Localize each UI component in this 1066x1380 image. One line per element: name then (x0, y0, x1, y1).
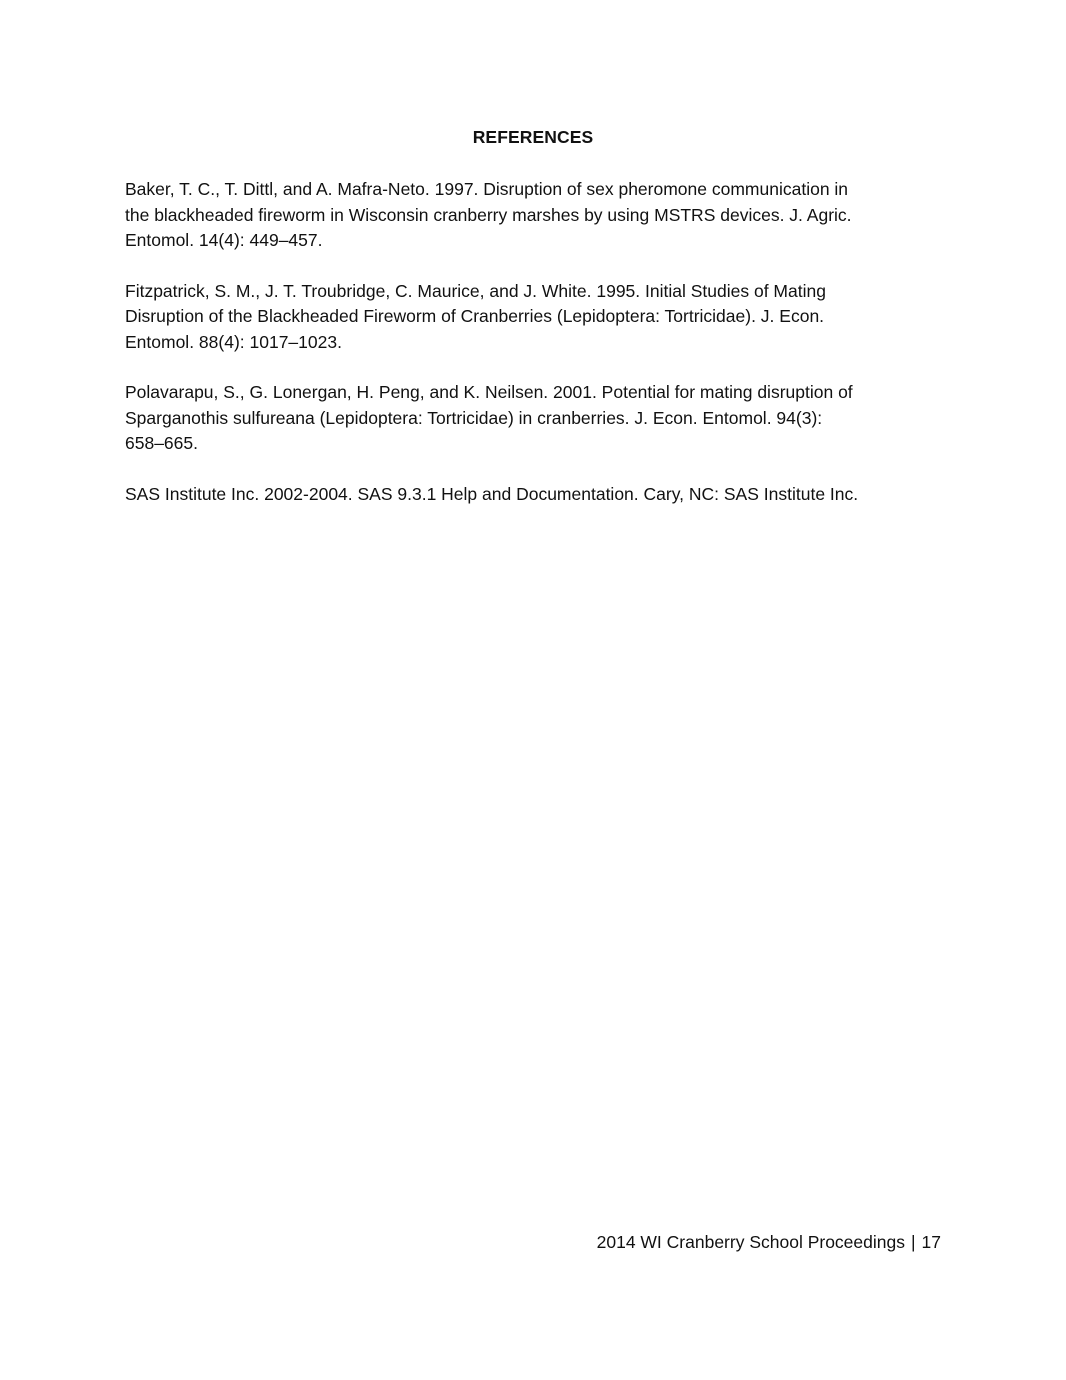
reference-line: Entomol. 88(4): 1017–1023. (125, 331, 342, 352)
page-number: 17 (921, 1232, 941, 1252)
reference-line: SAS Institute Inc. 2002-2004. SAS 9.3.1 Help and Documentation. Cary, NC: SAS Institute Inc. (125, 483, 859, 504)
reference-line: Baker, T. C., T. Dittl, and A. Mafra-Neto. 1997. Disruption of sex pheromone communication in (125, 179, 849, 199)
reference-line: 658–665. (125, 433, 198, 453)
reference-line: Sparganothis sulfureana (Lepidoptera: Tortricidae) in cranberries. J. Econ. Entomol. 94(3): (125, 407, 823, 428)
reference-entry (125, 380, 935, 457)
footer-separator: | (910, 1232, 916, 1252)
footer-title: 2014 WI Cranberry School Proceedings (596, 1232, 905, 1252)
references-list (125, 177, 935, 532)
page-footer (597, 1232, 941, 1253)
reference-line: the blackheaded fireworm in Wisconsin cranberry marshes by using MSTRS devices. J. Agric. (125, 204, 852, 225)
reference-entry (125, 279, 935, 356)
reference-entry (125, 177, 935, 254)
reference-line: Fitzpatrick, S. M., J. T. Troubridge, C. Maurice, and J. White. 1995. Initial Studies of Mating (125, 280, 826, 301)
reference-line: Disruption of the Blackheaded Fireworm of Cranberries (Lepidoptera: Tortricidae). J. Econ. (125, 306, 825, 326)
reference-line: Entomol. 14(4): 449–457. (125, 230, 323, 250)
reference-entry (125, 482, 935, 508)
references-heading: REFERENCES (472, 127, 594, 147)
reference-line: Polavarapu, S., G. Lonergan, H. Peng, and K. Neilsen. 2001. Potential for mating disruption of (125, 382, 853, 402)
